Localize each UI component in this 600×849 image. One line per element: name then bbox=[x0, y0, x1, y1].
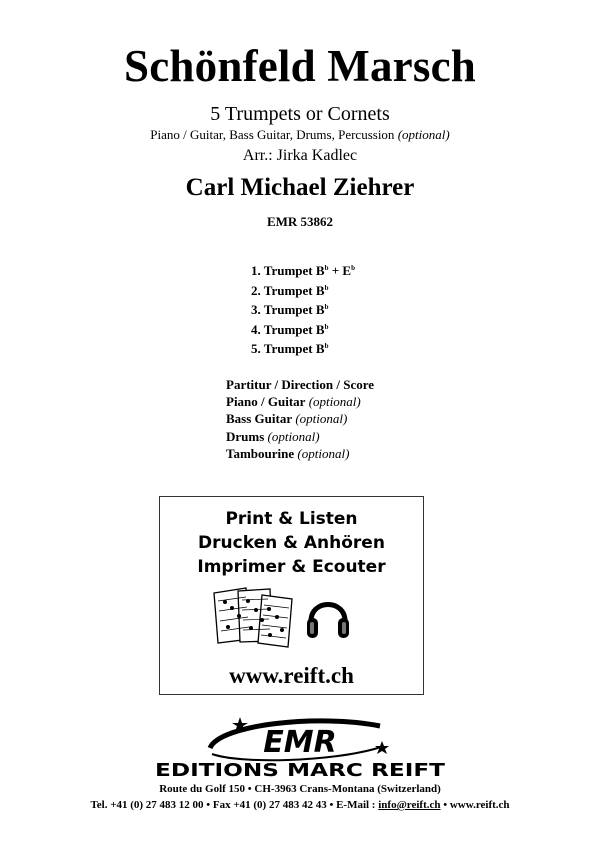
print-listen-box bbox=[159, 496, 424, 695]
headphones-icon bbox=[305, 591, 351, 643]
flat-sign: b bbox=[351, 264, 355, 272]
part-item: 4. Trumpet $B^b$ bbox=[251, 321, 329, 337]
emr-logo-graphic bbox=[150, 712, 450, 780]
flat-sign: b bbox=[324, 303, 329, 311]
emr-logo bbox=[150, 712, 450, 785]
flat-sign: b bbox=[324, 342, 329, 350]
part-item: 5. Trumpet $B^b$ bbox=[251, 341, 329, 356]
score-item: Partitur / Direction / Score bbox=[226, 377, 375, 392]
parts-list bbox=[251, 259, 355, 357]
instrumentation-optional: (optional) bbox=[397, 127, 450, 142]
flat-sign: b bbox=[324, 322, 329, 331]
promo-line-1: Print & Listen bbox=[225, 509, 358, 529]
score-item: Drums (optional) bbox=[226, 428, 320, 444]
instrumentation bbox=[0, 127, 600, 143]
part-item: 3. Trumpet $B^b$ bbox=[251, 302, 329, 317]
sheet-music-icon bbox=[210, 585, 300, 649]
flat-sign: b bbox=[324, 264, 329, 272]
promo-line-2: Drucken & Anhören bbox=[198, 533, 385, 553]
score-item: Bass Guitar (optional) bbox=[226, 411, 348, 427]
instrumentation-text: Piano / Guitar, Bass Guitar, Drums, Percussion bbox=[150, 127, 395, 142]
promo-line-3: Imprimer & Ecouter bbox=[197, 557, 386, 577]
part-item: 1. Trumpet $B^b + E^b$ bbox=[251, 263, 355, 278]
scores-list bbox=[226, 376, 374, 462]
emr-mark: EMR bbox=[263, 725, 337, 760]
arranger: Arr.: Jirka Kadlec bbox=[242, 147, 358, 164]
footer-address: Route du Golf 150 • CH-3963 Crans-Montana (Switzerland) bbox=[159, 783, 441, 795]
composer: Carl Michael Ziehrer bbox=[185, 174, 415, 201]
score-item: Piano / Guitar (optional) bbox=[226, 394, 361, 410]
publisher-name: EDITIONS MARC REIFT bbox=[155, 760, 446, 780]
part-item: 2. Trumpet $B^b$ bbox=[251, 282, 329, 298]
page-title: Schönfeld Marsch bbox=[124, 41, 476, 91]
website-link[interactable]: www.reift.ch bbox=[229, 663, 354, 688]
catalog-number: EMR 53862 bbox=[266, 214, 334, 229]
email-link[interactable]: info@reift.ch bbox=[378, 799, 441, 811]
footer-contact: Tel. +41 (0) 27 483 12 00 • Fax +41 (0) 27 483 42 43 • E-Mail : info@reift.ch • www.reift.ch bbox=[90, 799, 510, 811]
flat-sign: b bbox=[324, 283, 329, 292]
score-item: Tambourine (optional) bbox=[226, 445, 350, 461]
subtitle: 5 Trumpets or Cornets bbox=[210, 103, 390, 125]
